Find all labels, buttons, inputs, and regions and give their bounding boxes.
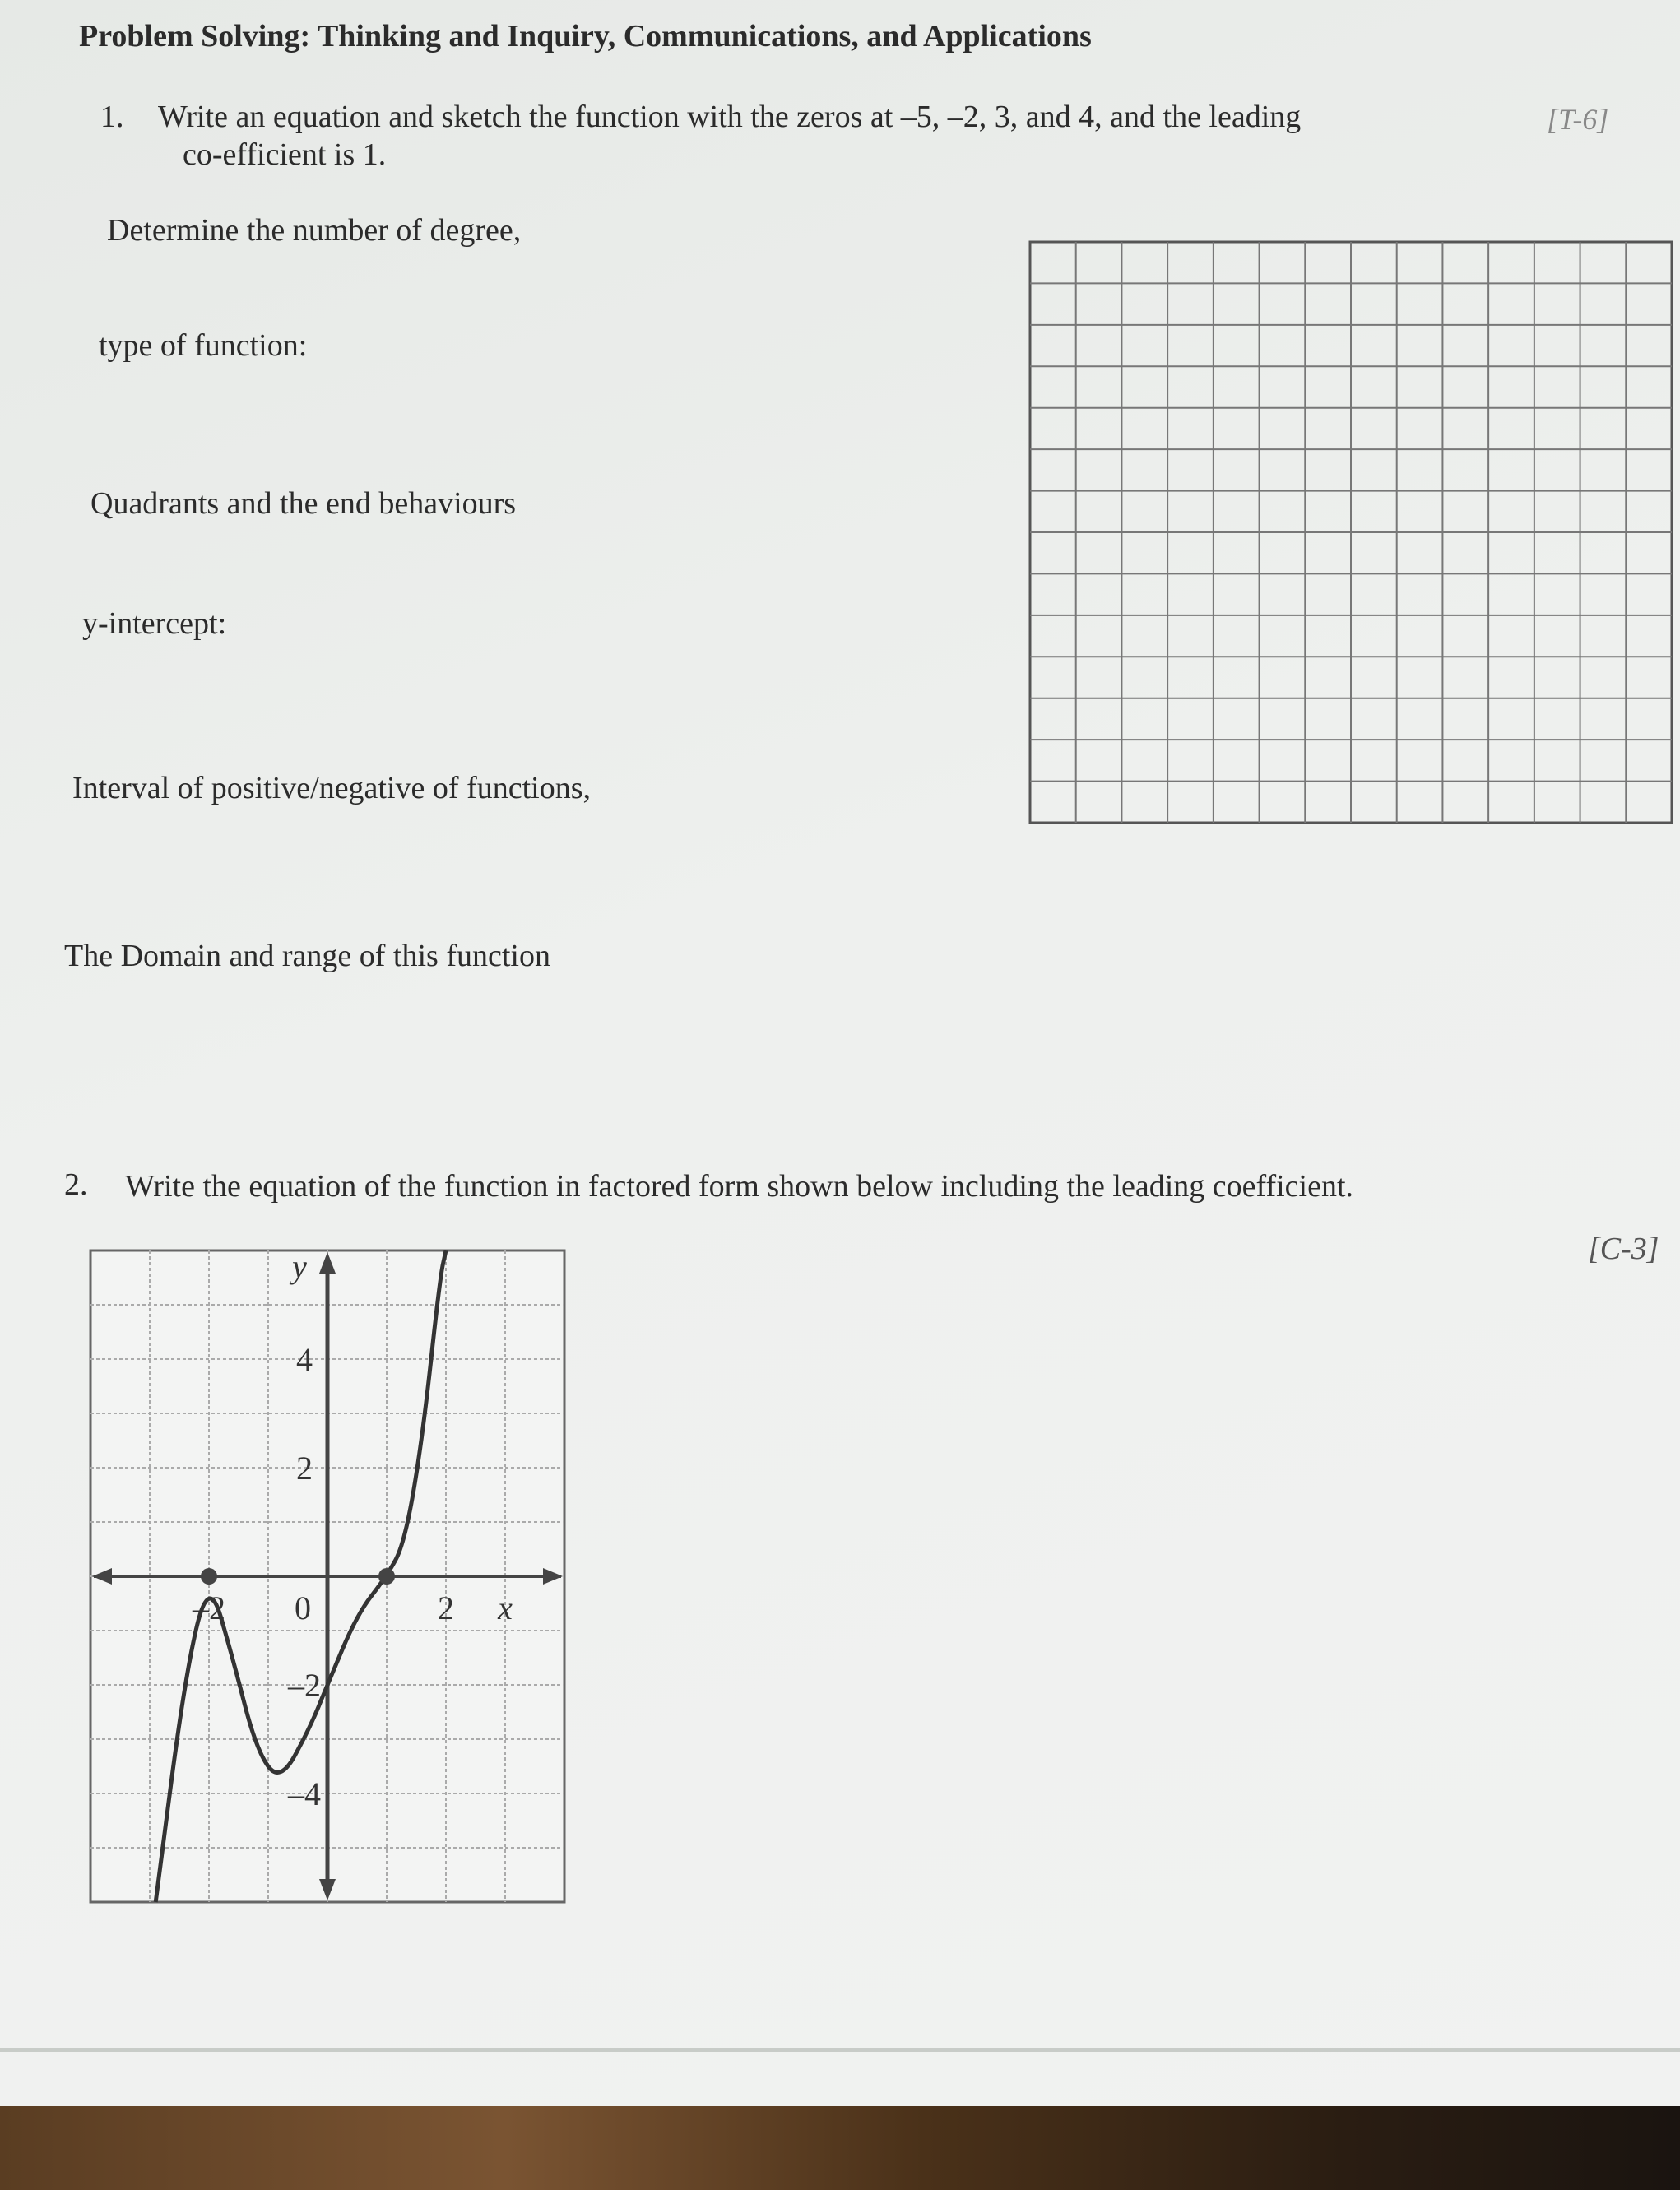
y-axis-label: y <box>292 1249 307 1285</box>
prompt-quadrants: Quadrants and the end behaviours <box>90 486 517 521</box>
question-2-graph <box>89 1249 566 1904</box>
paper-edge <box>0 2048 1680 2052</box>
answer-grid[interactable] <box>1028 240 1673 824</box>
worksheet-heading: Problem Solving: Thinking and Inquiry, Communications, and Applications <box>79 19 1092 53</box>
table-surface <box>0 2106 1680 2190</box>
question-1-tag: [T-6] <box>1547 103 1609 136</box>
zero-point <box>378 1568 395 1585</box>
y-tick-label: –4 <box>288 1775 321 1812</box>
y-tick-label: 2 <box>296 1450 313 1487</box>
x-axis-label: x <box>498 1589 513 1626</box>
y-tick-label: 4 <box>296 1341 313 1378</box>
prompt-y-intercept: y-intercept: <box>82 606 227 641</box>
x-tick-label: –2 <box>193 1589 225 1626</box>
prompt-interval: Interval of positive/negative of functions, <box>72 771 591 805</box>
prompt-domain-range: The Domain and range of this function <box>64 939 550 973</box>
prompt-type: type of function: <box>99 328 308 363</box>
y-tick-label: –2 <box>288 1667 321 1704</box>
question-2-tag: [C-3] <box>1588 1232 1659 1266</box>
question-2-text: Write the equation of the function in factored form shown below including the leading coefficient. <box>125 1169 1354 1204</box>
zero-point <box>201 1568 217 1585</box>
x-tick-label: 0 <box>295 1589 311 1626</box>
question-1-number: 1. <box>100 100 124 134</box>
question-1-text-line2: co-efficient is 1. <box>183 137 387 172</box>
prompt-degree: Determine the number of degree, <box>107 213 522 248</box>
question-1-text-line1: Write an equation and sketch the function with the zeros at –5, –2, 3, and 4, and the leading <box>158 100 1302 134</box>
question-2-number: 2. <box>64 1167 88 1202</box>
x-tick-label: 2 <box>438 1589 454 1626</box>
